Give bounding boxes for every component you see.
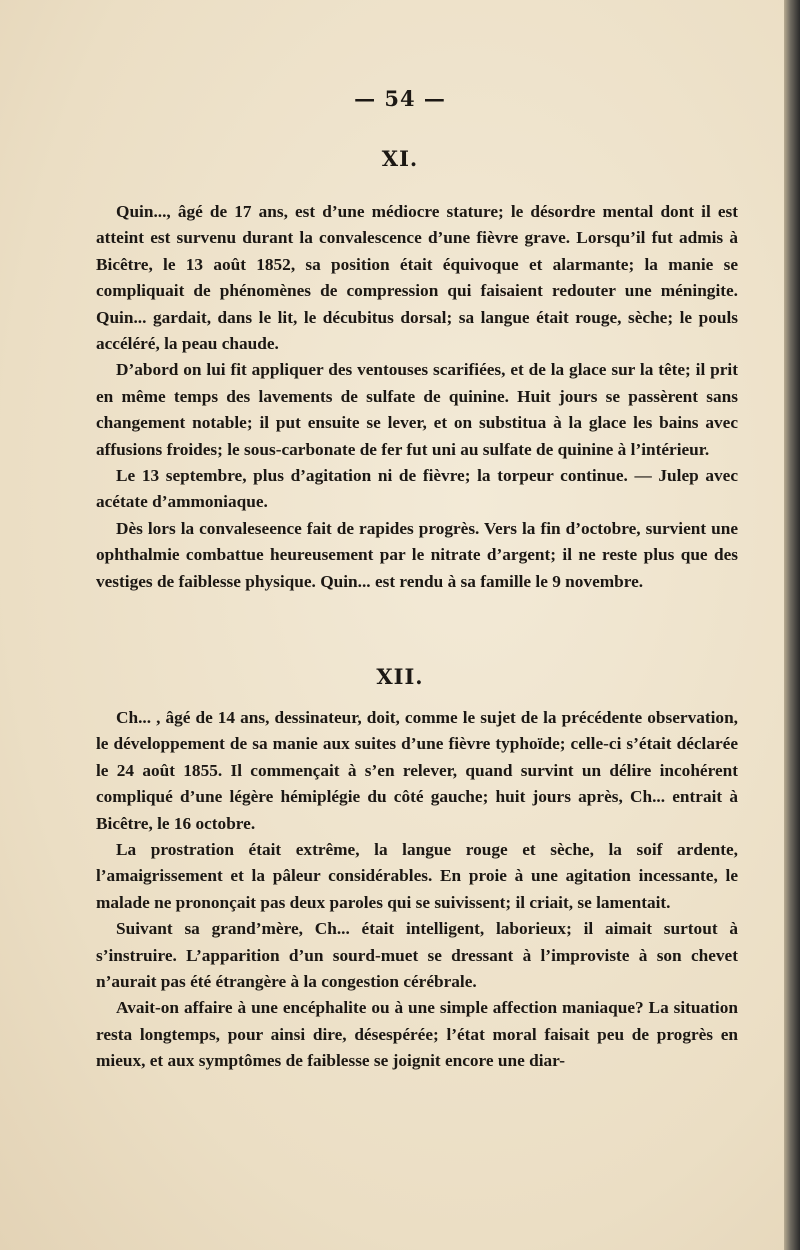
section-body-xii [96, 705, 738, 1075]
page-edge [784, 0, 800, 1250]
paragraph: D’abord on lui fit appliquer des ventouses scarifiées, et de la glace sur la tête; il prit en même temps des lavements de sulfate de quinine. Huit jours se passèrent sans changement notable; il put ensuite se lever, et on substitua à la glace les bains avec affusions froides; le sous-carbonate de fer fut uni au sulfate de quinine à l’intérieur. [96, 360, 738, 459]
paragraph: Le 13 septembre, plus d’agitation ni de fièvre; la torpeur continue. — Julep avec acétate d’ammoniaque. [96, 466, 738, 512]
paragraph: Suivant sa grand’mère, Ch... était intelligent, laborieux; il aimait surtout à s’instruire. L’apparition d’un sourd-muet se dressant à l’improviste à son chevet n’aurait pas été étrangère à la congestion cérébrale. [96, 919, 738, 992]
paragraph: Dès lors la convaleseence fait de rapides progrès. Vers la fin d’octobre, survient une ophthalmie combattue heureusement par le nitrate d’argent; il ne reste plus que des vestiges de faiblesse physique. Quin... est rendu à sa famille le 9 novembre. [96, 518, 738, 591]
paragraph: Ch... , âgé de 14 ans, dessinateur, doit, comme le sujet de la précédente observation, le développement de sa manie aux suites d’une fièvre typhoïde; celle-ci s’était déclarée le 24 août 1855. Il commençait à s’en relever, quand survint un délire incohérent compliqué d’une légère hémiplégie du côté gauche; huit jours après, Ch... entrait à Bicêtre, le 16 octobre. [96, 708, 738, 833]
paragraph: La prostration était extrême, la langue rouge et sèche, la soif ardente, l’amaigrissement et la pâleur considérables. En proie à une agitation incessante, le malade ne prononçait pas deux paroles qui se suivissent; il criait, se lamentait. [96, 840, 738, 912]
paragraph: Quin..., âgé de 17 ans, est d’une médiocre stature; le désordre mental dont il est atteint est survenu durant la convalescence d’une fièvre grave. Lorsqu’il fut admis à Bicêtre, le 13 août 1852, sa position était équivoque et alarmante; la manie se compliquait de phénomènes de compression qui faisaient redouter une méningite. Quin... gardait, dans le lit, le décubitus dorsal; sa langue était rouge, sèche; le pouls accéléré, la peau chaude. [96, 202, 738, 354]
section-title-xii: XII. [376, 664, 424, 689]
section-title-xi: XI. [381, 146, 419, 171]
page-number: — 54 — [354, 86, 446, 111]
paragraph: Avait-on affaire à une encéphalite ou à une simple affection maniaque? La situation resta longtemps, pour ainsi dire, désespérée; l’état moral faisait peu de progrès en mieux, et aux symptômes de faiblesse se joignit encore une diar- [96, 998, 738, 1071]
section-body-xi [96, 199, 738, 595]
